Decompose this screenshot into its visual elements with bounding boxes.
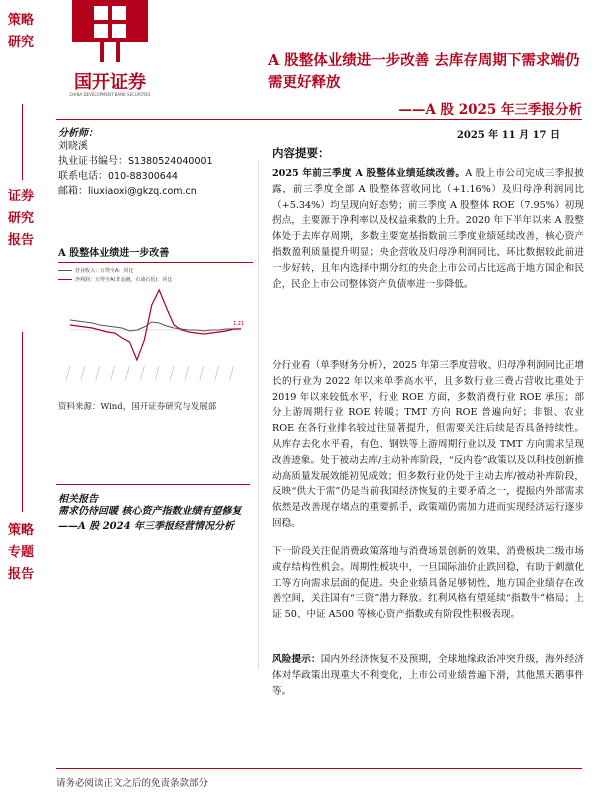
footer-rule — [56, 768, 582, 769]
paragraph-body: 下一阶段关注促消费政策落地与消费场景创新的效果、消费板块二级市场或存结构性机会。周期性板块中，一旦国际油价止跌回稳，有助于刺激化工等方向需求层面的促进。央企业绩具备足够韧性，地方国企业绩存在改善空间，关注国有“三资”潜力释放。红利风格有望延续“指数牛”格局；上证 50、中证 A500 等核心资产指数或有阶段性积极表现。 — [272, 546, 584, 621]
x-tick — [170, 366, 174, 380]
x-tick — [81, 366, 85, 380]
report-title: A 股整体业绩进一步改善 去库存周期下需求端仍需更好释放 — [268, 52, 580, 91]
report-subtitle: ——A 股 2025 年三季报分析 — [398, 102, 582, 118]
footer-disclaimer: 请务必阅读正文之后的免责条款部分 — [56, 778, 209, 789]
x-tick — [185, 366, 189, 380]
summary-paragraph-1 — [272, 166, 584, 292]
chart-heading: A 股整体业绩进一步改善 — [58, 244, 253, 263]
legend-label: 营业收入：万得全A：同比 — [75, 268, 134, 274]
logo-subtitle: CHINA DEVELOPMENT BANK SECURITIES — [69, 92, 151, 97]
x-tick — [111, 366, 115, 380]
analyst-cert — [58, 155, 213, 169]
x-tick — [96, 366, 100, 380]
legend-swatch — [58, 270, 72, 272]
x-tick — [230, 366, 234, 380]
paragraph-lead: 2025 年前三季度 A 股整体业绩延续改善。 — [272, 168, 466, 179]
risk-label: 风险提示： — [272, 654, 321, 665]
x-tick — [155, 366, 159, 380]
paragraph-body: 分行业看（单季财务分析），2025 年第三季度营收、归母净利润同比正增长的行业为 2022 年以来单季高水平，且多数行业三费占营收比重处于 2019 年以来较低水平，行业 ROE 方面，多数消费行业 ROE 承压；部分上游周期行业 ROE 转暖；TMT 方向 ROE 普遍向好；非银、农业 ROE 在各行业排名较过往显著提升，但需要关注后续是否具备持续性。从库存去化水平看，有色、钢铁等上游周期行业以及 TMT 方向需求呈现改善迹象。处于被动去库/主动补库阶段，“反内卷”政策以及以科技创新推动高质量发展效能初见成效；但多数行业仍处于主动去库/被动补库阶段，反映“供大于需”仍是当前我国经济恢复的主要矛盾之一，提振内外部需求依然是改善现存堵点的重要抓手，政策端仍需加力进而实现经济运行逐步回稳。 — [272, 360, 584, 529]
cert-label: 执业证书编号： — [58, 156, 128, 167]
x-tick — [200, 366, 204, 380]
related-label: 相关报告 — [58, 494, 98, 505]
column-divider — [258, 160, 259, 670]
related-rule — [56, 484, 250, 485]
report-date: 2025 年 11 月 17 日 — [456, 130, 560, 141]
analyst-label: 分析师： — [58, 128, 98, 139]
analyst-email — [58, 185, 197, 199]
summary-paragraph-2 — [272, 358, 584, 532]
sidebar-middle-label: 证券研究报告 — [7, 189, 34, 248]
line-chart — [58, 284, 253, 384]
chart-container — [58, 244, 253, 394]
x-tick — [66, 366, 70, 380]
sidebar-top-label: 策略研究 — [7, 13, 34, 50]
legend-item — [58, 275, 253, 284]
header-rule — [56, 119, 582, 120]
x-tick — [140, 366, 144, 380]
analyst-phone — [58, 170, 178, 184]
email-address[interactable]: liuxiaoxi@gkzq.com.cn — [88, 186, 197, 197]
analyst-name: 刘晓溪 — [58, 141, 88, 152]
sidebar — [0, 0, 44, 800]
x-tick — [215, 366, 219, 380]
chart-source: 资料来源：Wind，国开证券研究与发展部 — [58, 402, 217, 412]
logo-name: 国开证券 — [74, 72, 146, 93]
legend-label: 净利润：万得全A(非金融、石油石化)：同比 — [75, 277, 173, 283]
legend-item — [58, 266, 253, 275]
series-line-1 — [70, 290, 241, 360]
summary-paragraph-3 — [272, 544, 584, 623]
phone-label: 联系电话： — [58, 171, 108, 182]
risk-body: 国内外经济恢复不及预期，全球地缘政治冲突升级，海外经济体对华政策出现重大不利变化，上市公司业绩普遍下滑，其他黑天鹅事件等。 — [272, 654, 585, 697]
summary-label: 内容提要： — [272, 146, 330, 160]
end-data-label: 1.21 — [233, 320, 245, 327]
related-report-title[interactable]: 需求仍待回暖 核心资产指数业绩有望修复——A 股 2024 年三季报经营情况分析 — [58, 506, 242, 532]
risk-paragraph — [272, 652, 584, 699]
sidebar-divider — [22, 332, 23, 512]
x-tick — [125, 366, 129, 380]
sidebar-bottom-label: 策略专题报告 — [7, 523, 34, 582]
chart-legend — [58, 266, 253, 284]
company-logo — [64, 0, 156, 100]
logo-mark-icon — [64, 0, 156, 68]
paragraph-body: A 股上市公司完成三季报披露，前三季度全部 A 股整体营收同比（+1.16%）及归母净利润同比（+5.34%）均呈现向好态势；前三季度 A 股整体 ROE（7.95%）初现拐点，主要源于净利率以及权益乘数的上升。2020 年下半年以来 A 股整体处于去库存周期，多数主要宽基指数前三季度业绩延续改善，核心资产指数盈利质量提升明显；央企营收及归母净利润同比、环比数据较此前进一步好转，且年内选择中期分红的央企上市公司占比远高于地方国企和民企，民企上市公司整体资产负债率进一步降低。 — [272, 168, 584, 290]
cert-number: S1380524040001 — [128, 156, 213, 167]
email-label: 邮箱： — [58, 186, 88, 197]
sidebar-divider — [22, 104, 23, 180]
legend-swatch — [58, 279, 72, 281]
phone-number: 010-88300644 — [108, 171, 178, 182]
